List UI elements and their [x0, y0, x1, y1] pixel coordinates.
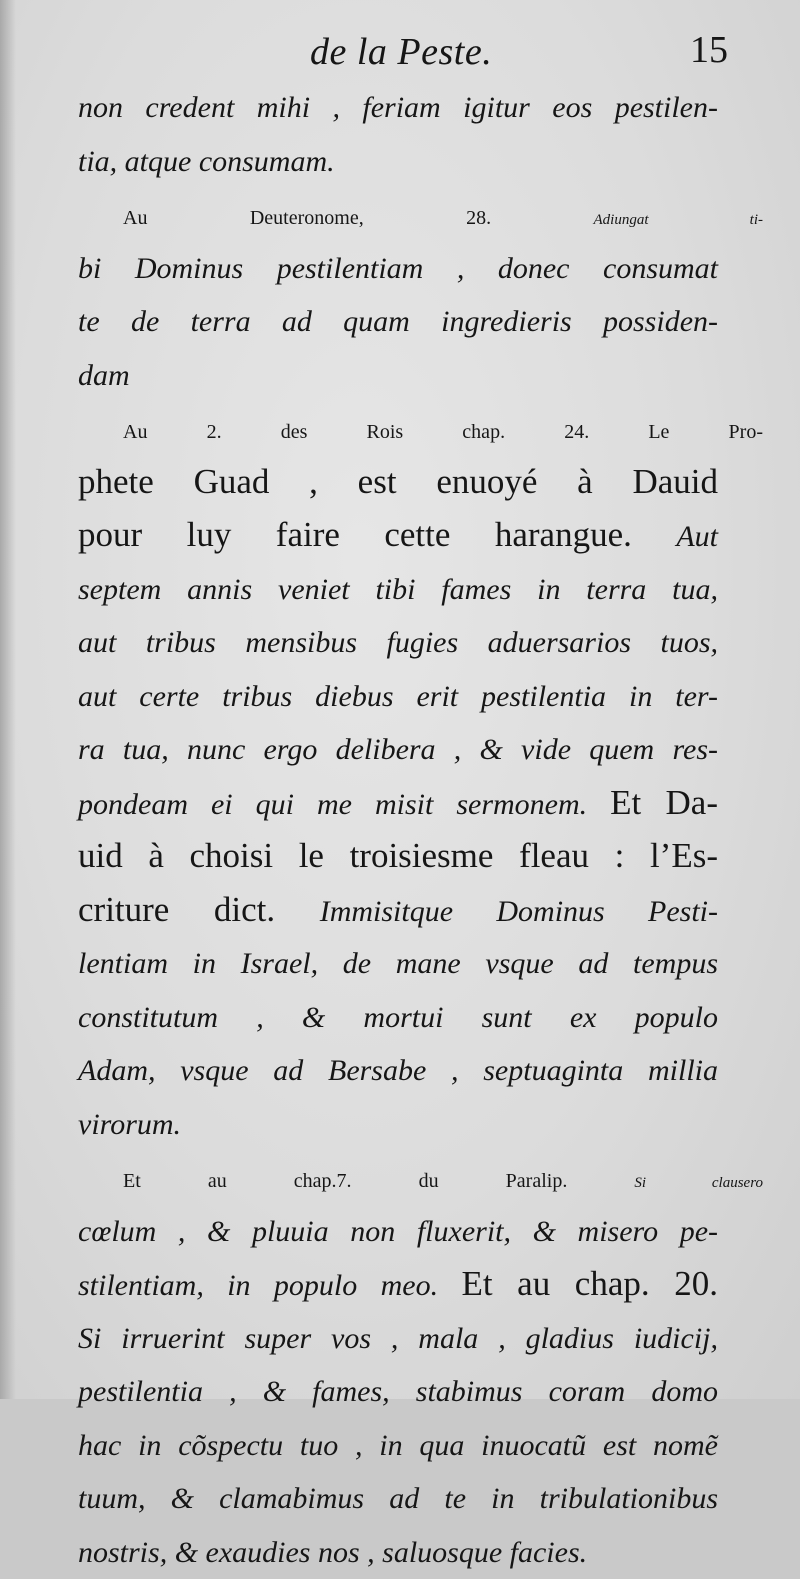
italic-latin-text: dam	[78, 358, 130, 392]
italic-latin-text: bi Dominus pestilentiam , donec consumat	[78, 251, 718, 285]
italic-latin-text: hac in cõspectu tuo , in qua inuocatũ est nomẽ	[78, 1428, 718, 1462]
text-line	[78, 455, 718, 509]
text-line	[78, 1043, 718, 1097]
italic-latin-text: tuum, & clamabimus ad te in tribulationibus	[78, 1482, 718, 1515]
text-line	[78, 936, 718, 990]
text-line	[78, 1257, 718, 1311]
italic-latin-text: Si clausero	[634, 1175, 763, 1191]
italic-latin-text: constitutum , & mortui sunt ex populo	[78, 1000, 718, 1034]
italic-latin-text: pondeam ei qui me misit sermonem.	[78, 787, 611, 821]
text-line	[78, 187, 763, 241]
italic-latin-text: cœlum , & pluuia non fluxerit, & misero pe-	[78, 1214, 718, 1248]
italic-latin-text: lentiam in Israel, de mane vsque ad tempus	[78, 947, 718, 980]
running-title: de la Peste.	[310, 31, 493, 73]
body-text	[78, 80, 763, 1578]
text-line	[78, 401, 763, 455]
italic-latin-text: Adam, vsque ad Bersabe , septuaginta millia	[78, 1054, 718, 1087]
italic-latin-text: nostris, & exaudies nos , saluosque facies.	[78, 1535, 588, 1569]
text-line	[78, 1150, 763, 1204]
roman-french-text: uid à choisi le troisiesme fleau : l’Es-	[78, 836, 718, 875]
roman-french-text: Au 2. des Rois chap. 24. Le Pro-	[123, 421, 763, 443]
text-line	[78, 615, 718, 669]
text-line	[78, 990, 718, 1044]
text-line	[78, 1471, 718, 1525]
italic-latin-text: Immisitque Dominus Pesti-	[319, 894, 718, 928]
page-number: 15	[690, 29, 728, 71]
roman-french-text: Et au chap.7. du Paralip.	[123, 1170, 635, 1192]
text-line	[78, 829, 718, 883]
italic-latin-text: Adiungat ti-	[593, 212, 763, 228]
text-line	[78, 1525, 718, 1579]
roman-french-text: pour luy faire cette harangue.	[78, 515, 677, 554]
text-line	[78, 294, 718, 348]
italic-latin-text: Aut	[676, 520, 718, 553]
text-line	[78, 1097, 718, 1151]
page-header	[0, 26, 800, 86]
text-line	[78, 508, 718, 562]
text-line	[78, 1364, 718, 1418]
text-line	[78, 562, 718, 616]
text-line	[78, 1204, 718, 1258]
italic-latin-text: ra tua, nunc ergo delibera , & vide quem res-	[78, 733, 718, 766]
italic-latin-text: tia, atque consumam.	[78, 144, 335, 178]
italic-latin-text: te de terra ad quam ingredieris possiden-	[78, 305, 718, 338]
italic-latin-text: septem annis veniet tibi fames in terra tua,	[78, 572, 718, 606]
italic-latin-text: non credent mihi , feriam igitur eos pestilen-	[78, 91, 718, 124]
text-line	[78, 241, 718, 295]
text-line	[78, 883, 718, 937]
italic-latin-text: aut certe tribus diebus erit pestilentia in ter-	[78, 679, 718, 713]
text-line	[78, 669, 718, 723]
roman-french-text: Et Da-	[610, 782, 718, 822]
italic-latin-text: aut tribus mensibus fugies aduersarios tuos,	[78, 626, 718, 659]
text-line	[78, 134, 718, 188]
text-line	[78, 348, 718, 402]
italic-latin-text: Si irruerint super vos , mala , gladius iudicij,	[78, 1321, 718, 1355]
roman-french-text: Au Deuteronome, 28.	[123, 207, 594, 229]
roman-french-text: phete Guad , est enuoyé à Dauid	[78, 461, 718, 501]
roman-french-text: criture dict.	[78, 889, 320, 929]
text-line	[78, 1311, 718, 1365]
italic-latin-text: stilentiam, in populo meo.	[78, 1269, 462, 1302]
text-line	[78, 776, 718, 830]
italic-latin-text: pestilentia , & fames, stabimus coram domo	[78, 1375, 718, 1408]
page-gutter-shadow	[0, 0, 16, 1399]
roman-french-text: Et au chap. 20.	[461, 1264, 718, 1303]
italic-latin-text: virorum.	[78, 1107, 182, 1141]
text-line	[78, 722, 718, 776]
text-line	[78, 80, 718, 134]
text-line	[78, 1418, 718, 1472]
